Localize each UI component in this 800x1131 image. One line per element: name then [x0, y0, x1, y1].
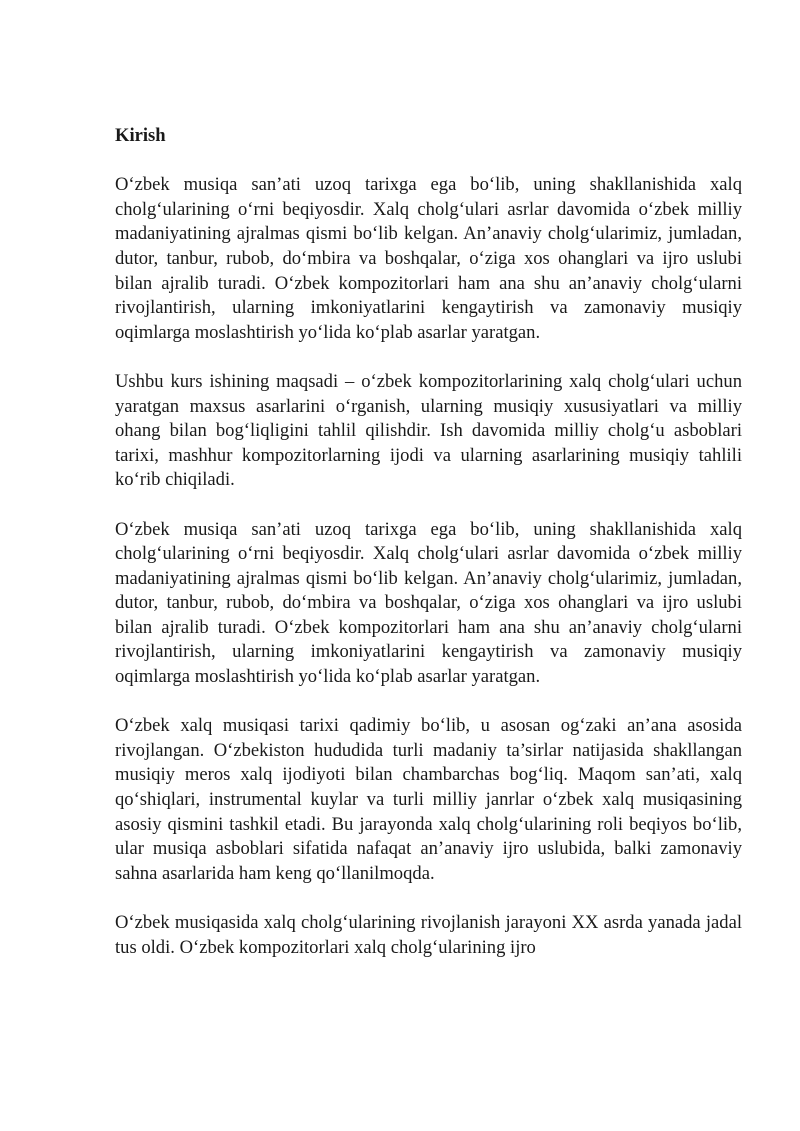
section-heading: Kirish: [115, 125, 166, 146]
paragraph-intro-repeat: O‘zbek musiqa san’ati uzoq tarixga ega bo‘lib, uning shakllanishida xalq cholg‘ularining o‘rni beqiyosdir. Xalq cholg‘ulari asrlar davomida o‘zbek milliy madaniyatining ajralmas qismi bo‘lib kelgan. An’anaviy cholg‘ularimiz, jumladan, dutor, tanbur, rubob, do‘mbira va boshqalar, o‘ziga xos ohanglari va ijro uslubi bilan ajralib turadi. O‘zbek kompozitorlari ham ana shu an’anaviy cholg‘ularni rivojlantirish, ularning imkoniyatlarini kengaytirish va zamonaviy musiqiy oqimlarga moslashtirish yo‘lida ko‘plab asarlar yaratgan.: [115, 518, 742, 688]
document-page: [115, 124, 742, 985]
paragraph-intro: O‘zbek musiqa san’ati uzoq tarixga ega bo‘lib, uning shakllanishida xalq cholg‘ularining o‘rni beqiyosdir. Xalq cholg‘ulari asrlar davomida o‘zbek milliy madaniyatining ajralmas qismi bo‘lib kelgan. An’anaviy cholg‘ularimiz, jumladan, dutor, tanbur, rubob, do‘mbira va boshqalar, o‘ziga xos ohanglari va ijro uslubi bilan ajralib turadi. O‘zbek kompozitorlari ham ana shu an’anaviy cholg‘ularni rivojlantirish, ularning imkoniyatlarini kengaytirish va zamonaviy musiqiy oqimlarga moslashtirish yo‘lida ko‘plab asarlar yaratgan.: [115, 174, 742, 343]
paragraph-development: O‘zbek musiqasida xalq cholg‘ularining rivojlanish jarayoni XX asrda yanada jadal tus oldi. O‘zbek kompozitorlari xalq cholg‘ularining ijro: [115, 912, 742, 958]
paragraph-history: O‘zbek xalq musiqasi tarixi qadimiy bo‘lib, u asosan og‘zaki an’ana asosida rivojlangan. O‘zbekiston hududida turli madaniy ta’sirlar natijasida shakllangan musiqiy meros xalq ijodiyoti bilan chambarchas bog‘liq. Maqom san’ati, xalq qo‘shiqlari, instrumental kuylar va turli milliy janrlar o‘zbek xalq musiqasining asosiy qismini tashkil etadi. Bu jarayonda xalq cholg‘ularining roli beqiyos bo‘lib, ular musiqa asboblari sifatida nafaqat an’anaviy ijro uslubida, balki zamonaviy sahna asarlarida ham keng qo‘llanilmoqda.: [115, 715, 742, 884]
paragraph-aim: Ushbu kurs ishining maqsadi – o‘zbek kompozitorlarining xalq cholg‘ulari uchun yaratgan maxsus asarlarini o‘rganish, ularning musiqiy xususiyatlari va milliy ohang bilan bog‘liqligini tahlil qilishdir. Ish davomida milliy cholg‘u asboblari tarixi, mashhur kompozitorlarning ijodi va ularning asarlarining musiqiy tahlili ko‘rib chiqiladi.: [115, 370, 742, 491]
